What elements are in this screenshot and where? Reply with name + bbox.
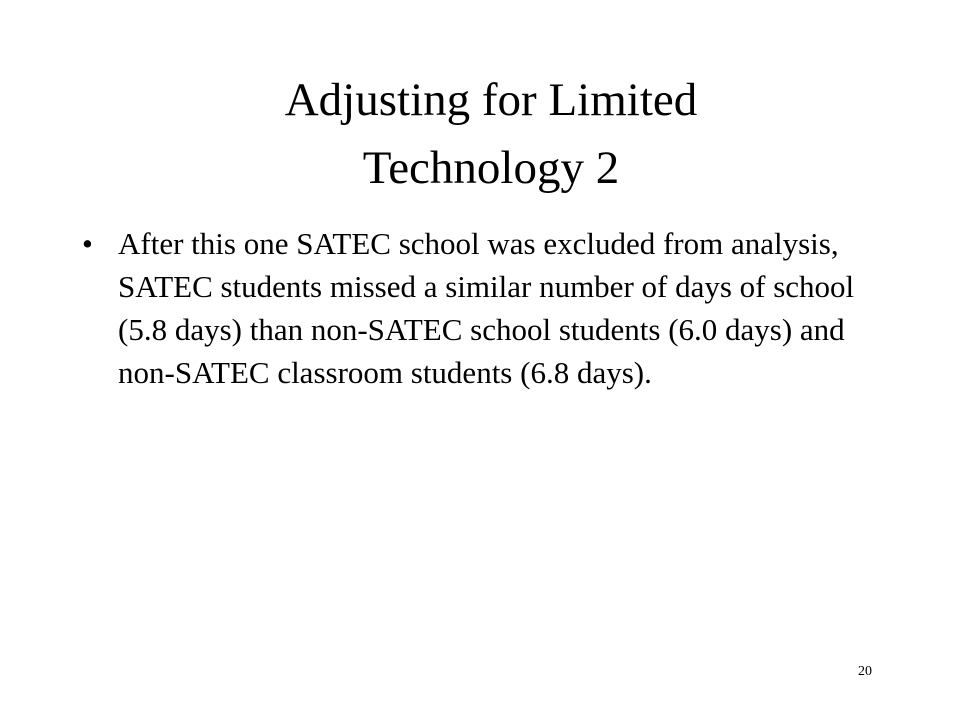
slide-title [96, 66, 886, 202]
bullet-list [82, 222, 882, 394]
bullet-item [82, 222, 882, 394]
page-number: 20 [858, 664, 872, 679]
bullet-marker-icon: • [82, 226, 93, 261]
bullet-text: After this one SATEC school was excluded from analysis, SATEC students missed a similar number of days of school (5.8 days) than non-SATEC school students (6.0 days) and non-SATEC classroom students (6.8 days). [118, 226, 855, 390]
slide-title-line-2: Technology 2 [362, 142, 620, 194]
slide-title-line-1: Adjusting for Limited [284, 74, 698, 126]
